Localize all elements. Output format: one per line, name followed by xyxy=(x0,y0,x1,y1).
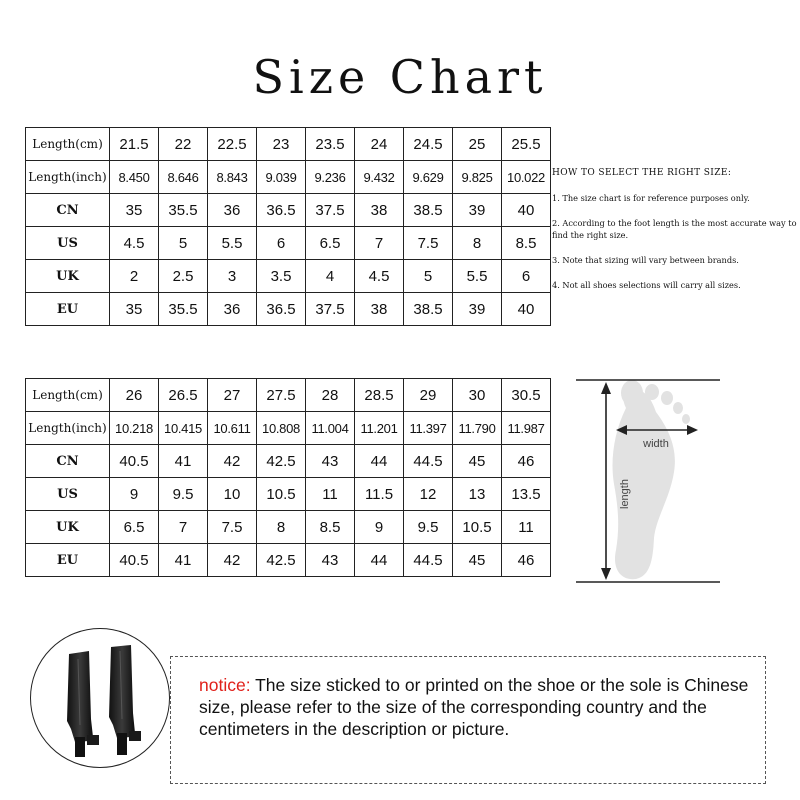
table-cell: 24 xyxy=(355,128,404,161)
table-cell: 40 xyxy=(502,293,551,326)
table-cell: 2.5 xyxy=(159,260,208,293)
foot-measure-icon xyxy=(570,376,725,586)
table-cell: 29 xyxy=(404,379,453,412)
table-cell: 6 xyxy=(257,227,306,260)
row-header: UK xyxy=(26,260,110,293)
notice-body: The size sticked to or printed on the shoe or the sole is Chinese size, please refer to the size of the corresponding country and the centimeters in the description or picture. xyxy=(199,675,749,739)
table-cell: 10.611 xyxy=(208,412,257,445)
table-cell: 8 xyxy=(257,511,306,544)
table-cell: 3 xyxy=(208,260,257,293)
table-cell: 8.5 xyxy=(306,511,355,544)
toe-shape xyxy=(673,402,683,414)
row-header: US xyxy=(26,227,110,260)
table-cell: 38.5 xyxy=(404,194,453,227)
table-cell: 7 xyxy=(355,227,404,260)
width-arrow-right xyxy=(687,425,698,435)
size-table-2 xyxy=(25,378,551,577)
table-cell: 9.5 xyxy=(404,511,453,544)
table-cell: 26 xyxy=(110,379,159,412)
table-cell: 6.5 xyxy=(306,227,355,260)
table-cell: 43 xyxy=(306,445,355,478)
notice-text xyxy=(199,674,759,740)
size-table-1 xyxy=(25,127,551,326)
table-row xyxy=(26,293,551,326)
table-cell: 13 xyxy=(453,478,502,511)
table-row xyxy=(26,227,551,260)
table-cell: 37.5 xyxy=(306,194,355,227)
size-guide-item: 4. Not all shoes selections will carry all sizes. xyxy=(552,280,741,290)
table-cell: 41 xyxy=(159,544,208,577)
table-cell: 23 xyxy=(257,128,306,161)
table-cell: 11.5 xyxy=(355,478,404,511)
table-cell: 12 xyxy=(404,478,453,511)
table-cell: 37.5 xyxy=(306,293,355,326)
table-cell: 45 xyxy=(453,544,502,577)
table-cell: 9 xyxy=(355,511,404,544)
boot-image xyxy=(30,628,170,768)
table-cell: 38 xyxy=(355,293,404,326)
platform-left xyxy=(87,735,99,745)
table-cell: 4.5 xyxy=(355,260,404,293)
table-cell: 10.5 xyxy=(453,511,502,544)
table-cell: 6.5 xyxy=(110,511,159,544)
table-cell: 40.5 xyxy=(110,544,159,577)
table-cell: 4.5 xyxy=(110,227,159,260)
row-header: EU xyxy=(26,293,110,326)
table-cell: 42.5 xyxy=(257,544,306,577)
table-row xyxy=(26,260,551,293)
table-row xyxy=(26,478,551,511)
boot-icon xyxy=(31,629,169,767)
table-cell: 25 xyxy=(453,128,502,161)
table-cell: 2 xyxy=(110,260,159,293)
table-cell: 10.5 xyxy=(257,478,306,511)
table-cell: 11.790 xyxy=(453,412,502,445)
length-arrow-down xyxy=(601,568,611,580)
table-cell: 22 xyxy=(159,128,208,161)
row-header: CN xyxy=(26,194,110,227)
row-header: UK xyxy=(26,511,110,544)
table-cell: 10 xyxy=(208,478,257,511)
table-cell: 44.5 xyxy=(404,445,453,478)
table-cell: 9.236 xyxy=(306,161,355,194)
table-cell: 9.039 xyxy=(257,161,306,194)
table-cell: 44.5 xyxy=(404,544,453,577)
foot-diagram xyxy=(570,376,725,586)
table-cell: 13.5 xyxy=(502,478,551,511)
table-cell: 22.5 xyxy=(208,128,257,161)
table-row xyxy=(26,544,551,577)
table-cell: 5.5 xyxy=(208,227,257,260)
row-header: Length(cm) xyxy=(26,379,110,412)
table-cell: 11.397 xyxy=(404,412,453,445)
table-cell: 40 xyxy=(502,194,551,227)
row-header: Length(inch) xyxy=(26,412,110,445)
table-cell: 10.218 xyxy=(110,412,159,445)
table-cell: 23.5 xyxy=(306,128,355,161)
table-cell: 8.5 xyxy=(502,227,551,260)
table-cell: 11 xyxy=(306,478,355,511)
size-guide-item: 2. According to the foot length is the most accurate way to find the right size. xyxy=(552,218,797,240)
size-guide-item: 3. Note that sizing will vary between brands. xyxy=(552,255,739,265)
row-header: Length(inch) xyxy=(26,161,110,194)
table-cell: 46 xyxy=(502,544,551,577)
row-header: US xyxy=(26,478,110,511)
table-cell: 8 xyxy=(453,227,502,260)
table-cell: 10.808 xyxy=(257,412,306,445)
table-cell: 9.629 xyxy=(404,161,453,194)
table-cell: 36.5 xyxy=(257,293,306,326)
table-cell: 27.5 xyxy=(257,379,306,412)
table-cell: 10.415 xyxy=(159,412,208,445)
table-cell: 24.5 xyxy=(404,128,453,161)
table-cell: 41 xyxy=(159,445,208,478)
table-cell: 28 xyxy=(306,379,355,412)
big-toe-shape xyxy=(621,380,643,406)
table-row xyxy=(26,194,551,227)
toe-shape xyxy=(682,414,690,424)
table-cell: 36 xyxy=(208,194,257,227)
table-cell: 27 xyxy=(208,379,257,412)
table-cell: 11.987 xyxy=(502,412,551,445)
notice-label: notice: xyxy=(199,675,251,695)
table-cell: 36 xyxy=(208,293,257,326)
table-cell: 44 xyxy=(355,544,404,577)
table-cell: 4 xyxy=(306,260,355,293)
row-header: Length(cm) xyxy=(26,128,110,161)
table-cell: 3.5 xyxy=(257,260,306,293)
heel-left xyxy=(75,737,85,757)
table-cell: 9.825 xyxy=(453,161,502,194)
table-cell: 5 xyxy=(159,227,208,260)
size-guide-title: HOW TO SELECT THE RIGHT SIZE: xyxy=(552,168,732,178)
length-arrow-up xyxy=(601,382,611,394)
table-cell: 46 xyxy=(502,445,551,478)
table-cell: 11.201 xyxy=(355,412,404,445)
table-cell: 42.5 xyxy=(257,445,306,478)
row-header: EU xyxy=(26,544,110,577)
table-cell: 21.5 xyxy=(110,128,159,161)
table-cell: 10.022 xyxy=(502,161,551,194)
size-guide-item: 1. The size chart is for reference purposes only. xyxy=(552,193,750,203)
table-cell: 45 xyxy=(453,445,502,478)
table-cell: 39 xyxy=(453,293,502,326)
size-guide xyxy=(552,168,797,304)
table-cell: 8.843 xyxy=(208,161,257,194)
table-cell: 40.5 xyxy=(110,445,159,478)
table-cell: 7 xyxy=(159,511,208,544)
table-cell: 35.5 xyxy=(159,194,208,227)
table-cell: 35 xyxy=(110,293,159,326)
table-cell: 26.5 xyxy=(159,379,208,412)
length-label: length xyxy=(619,479,631,509)
table-row xyxy=(26,379,551,412)
table-cell: 35 xyxy=(110,194,159,227)
table-cell: 28.5 xyxy=(355,379,404,412)
table-cell: 35.5 xyxy=(159,293,208,326)
table-cell: 8.450 xyxy=(110,161,159,194)
table-cell: 43 xyxy=(306,544,355,577)
table-row xyxy=(26,511,551,544)
table-cell: 7.5 xyxy=(404,227,453,260)
table-cell: 38 xyxy=(355,194,404,227)
platform-right xyxy=(129,731,141,741)
table-cell: 9.5 xyxy=(159,478,208,511)
table-cell: 38.5 xyxy=(404,293,453,326)
toe-shape xyxy=(645,384,659,400)
table-cell: 11 xyxy=(502,511,551,544)
table-cell: 39 xyxy=(453,194,502,227)
table-cell: 42 xyxy=(208,544,257,577)
table-row xyxy=(26,161,551,194)
table-cell: 42 xyxy=(208,445,257,478)
table-cell: 5 xyxy=(404,260,453,293)
table-cell: 25.5 xyxy=(502,128,551,161)
table-cell: 30 xyxy=(453,379,502,412)
table-row xyxy=(26,128,551,161)
table-cell: 9 xyxy=(110,478,159,511)
page-title: Size Chart xyxy=(252,50,548,104)
table-cell: 30.5 xyxy=(502,379,551,412)
table-cell: 7.5 xyxy=(208,511,257,544)
table-cell: 9.432 xyxy=(355,161,404,194)
boot-left xyxy=(67,651,93,742)
heel-right xyxy=(117,733,127,755)
table-row xyxy=(26,445,551,478)
table-cell: 36.5 xyxy=(257,194,306,227)
table-cell: 44 xyxy=(355,445,404,478)
table-row xyxy=(26,412,551,445)
table-cell: 11.004 xyxy=(306,412,355,445)
table-cell: 8.646 xyxy=(159,161,208,194)
toe-shape xyxy=(661,391,673,405)
width-label: width xyxy=(643,438,669,450)
row-header: CN xyxy=(26,445,110,478)
boot-right xyxy=(109,645,135,738)
table-cell: 6 xyxy=(502,260,551,293)
table-cell: 5.5 xyxy=(453,260,502,293)
